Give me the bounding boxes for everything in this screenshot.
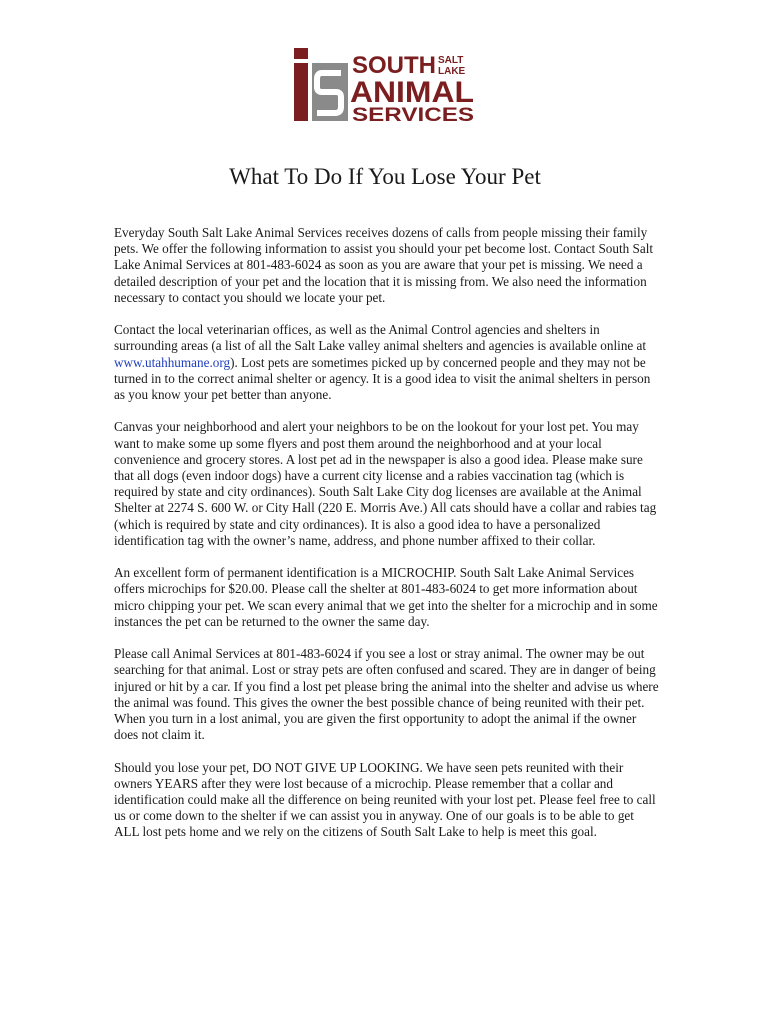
paragraph-intro: Everyday South Salt Lake Animal Services receives dozens of calls from people missing their family pets. We offer the following information to assist you should your pet become lost. Contact South Salt Lake Animal Services at 801-483-6024 as soon as you are aware that your pet is missing. We need a detailed description of your pet and the location that it is missing from. We also need the information necessary to contact you should we locate your pet. bbox=[114, 225, 654, 305]
logo-salt-text: SALT bbox=[438, 55, 464, 66]
logo-south-text: SOUTH bbox=[352, 52, 436, 79]
utahhumane-link[interactable]: www.utahhumane.org bbox=[114, 354, 231, 370]
logo-services-text: SERVICES bbox=[352, 105, 474, 125]
logo-animal-text: ANIMAL bbox=[350, 76, 474, 109]
paragraph-canvas-neighborhood: Canvas your neighborhood and alert your neighbors to be on the lookout for your lost pet. You may want to make some up some flyers and post them around the neighborhood and at your local convenience and grocery stores. A lost pet ad in the newspaper is also a good idea. Please make sure that all dogs (even indoor dogs) have a current city license and a rabies vaccination tag (which is required by state and city ordinances). South Salt Lake City dog licenses are available at the Animal Shelter at 2274 S. 600 W. or City Hall (220 E. Morris Ave.) All cats should have a collar and rabies tag (which is required by state and city ordinances). It is also a good idea to have a personalized identification tag with the owner’s name, address, and phone number affixed to their collar. bbox=[114, 419, 657, 548]
paragraph-text: Contact the local veterinarian offices, as well as the Animal Control agencies and shelters in surrounding areas (a list of all the Salt Lake valley animal shelters and agencies is available online at bbox=[114, 322, 647, 354]
logo-dot-block bbox=[294, 48, 308, 59]
logo-i-stem bbox=[294, 63, 308, 121]
paragraph-text: ). Lost pets are sometimes picked up by concerned people and they may not be turned in to the correct animal shelter or agency. It is a good idea to visit the animal shelters in person as you know your pet better than anyone. bbox=[114, 354, 651, 403]
document-body bbox=[114, 225, 660, 857]
paragraph-report-stray: Please call Animal Services at 801-483-6024 if you see a lost or stray animal. The owner may be out searching for that animal. Lost or stray pets are often confused and scared. They are in danger of being injured or hit by a car. If you find a lost pet please bring the animal into the shelter and advise us where the animal was found. This gives the owner the best possible chance of being reunited with their pet. When you turn in a lost animal, you are given the first opportunity to adopt the animal if the owner does not claim it. bbox=[114, 646, 659, 743]
paragraph-keep-looking: Should you lose your pet, DO NOT GIVE UP LOOKING. We have seen pets reunited with their owners YEARS after they were lost because of a microchip. Please remember that a collar and identification could make all the difference on being reunited with your lost pet. Please feel free to call us or come down to the shelter if we can assist you in anyway. One of our goals is to be able to get ALL lost pets home and we rely on the citizens of South Salt Lake to help is meet this goal. bbox=[114, 759, 656, 840]
page-title: What To Do If You Lose Your Pet bbox=[229, 164, 541, 189]
paragraph-contact-shelters bbox=[114, 322, 660, 403]
logo-lake-text: LAKE bbox=[438, 66, 466, 77]
south-salt-lake-animal-services-logo bbox=[292, 45, 478, 125]
paragraph-microchip: An excellent form of permanent identification is a MICROCHIP. South Salt Lake Animal Services offers microchips for $20.00. Please call the shelter at 801-483-6024 to get more information about micro chipping your pet. We scan every animal that we get into the shelter for a microchip and in some instances the pet can be returned to the owner the same day. bbox=[114, 565, 658, 629]
